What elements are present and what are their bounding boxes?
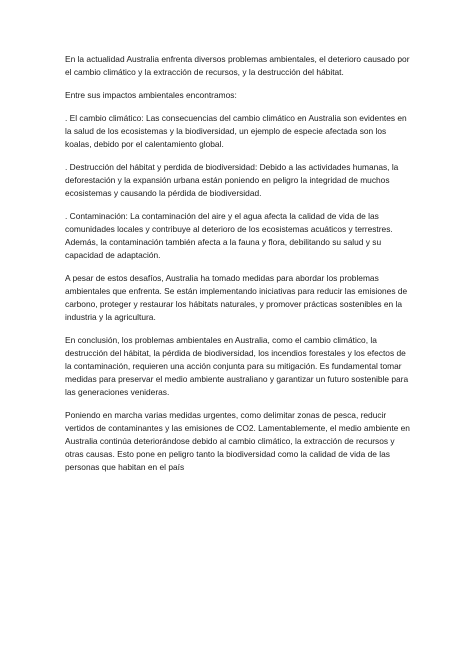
conclusion-paragraph: En conclusión, los problemas ambientales en Australia, como el cambio climático, la destrucción del hábitat, la pérdida de biodiversidad, los incendios forestales y los efectos de la contaminación, requieren una acción conjunta para su mitigación. Es fundamental tomar medidas para preservar el medio ambiente australiano y garantizar un futuro sostenible para las generaciones venideras.: [65, 335, 409, 397]
measures-paragraph: A pesar de estos desafíos, Australia ha tomado medidas para abordar los problemas ambientales que enfrenta. Se están implementando iniciativas para reducir las emisiones de carbono, proteger y restaurar los hábitats naturales, y promover prácticas sostenibles en la industria y la agricultura.: [65, 273, 408, 322]
urgent-measures-paragraph: Poniendo en marcha varias medidas urgentes, como delimitar zonas de pesca, reducir vertidos de contaminantes y las emisiones de CO2. Lamentablemente, el medio ambiente en Australia continúa deteriorándose debido al cambio climático, la extracción de recursos y otras causas. Esto pone en peligro tanto la biodiversidad como la calidad de vida de las personas que habitan en el país: [65, 410, 410, 472]
impacts-heading-paragraph: Entre sus impactos ambientales encontramos:: [65, 90, 237, 100]
habitat-destruction-paragraph: . Destrucción del hábitat y perdida de biodiversidad: Debido a las actividades humanas, la deforestación y la expansión urbana están poniendo en peligro la integridad de muchos ecosistemas y causando la pérdida de biodiversidad.: [65, 162, 399, 198]
intro-paragraph: En la actualidad Australia enfrenta diversos problemas ambientales, el deterioro causado por el cambio climático y la extracción de recursos, y la destrucción del hábitat.: [65, 54, 410, 77]
pollution-paragraph: . Contaminación: La contaminación del aire y el agua afecta la calidad de vida de las comunidades locales y contribuye al deterioro de los ecosistemas acuáticos y terrestres. Además, la contaminación también afecta a la fauna y flora, debilitando su salud y su capacidad de adaptación.: [65, 211, 393, 260]
climate-change-paragraph: . El cambio climático: Las consecuencias del cambio climático en Australia son evidentes en la salud de los ecosistemas y la biodiversidad, un ejemplo de especie afectada son los koalas, debido por el calentamiento global.: [65, 113, 407, 149]
document-body: [65, 53, 412, 484]
